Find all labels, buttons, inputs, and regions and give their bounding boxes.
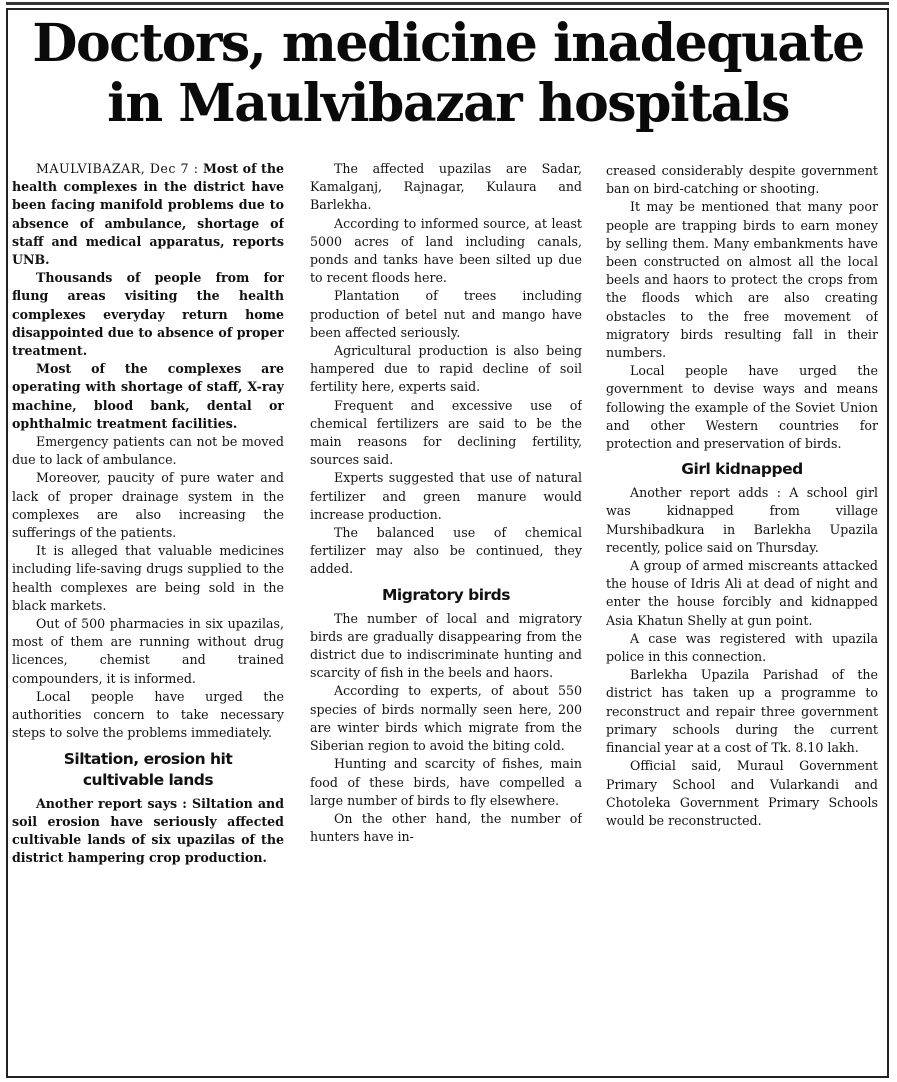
column-3: [606, 162, 878, 1077]
paragraph: Official said, Muraul Government Primary School and Vularkandi and Chotoleka Government Primary Schools would be reconstructed.: [606, 758, 878, 828]
paragraph: Agricultural production is also being hampered due to rapid decline of soil fertility here, experts said.: [310, 343, 582, 395]
paragraph: A group of armed miscreants attacked the house of Idris Ali at dead of night and enter the house forcibly and kidnapped Asia Khatun Shelly at gun point.: [606, 558, 878, 628]
headline-line-2: in Maulvibazar hospitals: [107, 73, 789, 134]
paragraph: Local people have urged the government to devise ways and means following the example of the Soviet Union and other Western countries for protection and preservation of birds.: [606, 363, 878, 452]
paragraph: Experts suggested that use of natural fertilizer and green manure would increase production.: [310, 470, 582, 522]
subhead-siltation: [12, 749, 284, 791]
paragraph: A case was registered with upazila police in this connection.: [606, 630, 878, 665]
paragraph: Another report says : Siltation and soil erosion have seriously affected cultivable lands of six upazilas of the district hampering crop production.: [12, 795, 284, 866]
paragraph: On the other hand, the number of hunters have in-: [310, 810, 582, 845]
paragraph: According to informed source, at least 5000 acres of land including canals, ponds and tanks have been silted up due to recent floods here.: [310, 215, 582, 286]
paragraph: The balanced use of chemical fertilizer may also be continued, they added.: [310, 525, 582, 577]
subhead-siltation-line-1: Siltation, erosion hit: [63, 749, 233, 768]
paragraph: Thousands of people from for flung areas visiting the health complexes everyday return home disappointed due to absence of proper treatment.: [12, 270, 284, 359]
dateline: MAULVIBAZAR, Dec 7 :: [36, 161, 199, 176]
paragraph: Frequent and excessive use of chemical fertilizers are said to be the main reasons for declining fertility, sources said.: [310, 397, 582, 468]
subhead-migratory-birds: Migratory birds: [381, 585, 510, 604]
headline: [14, 14, 882, 134]
paragraph-continuation: creased considerably despite government ban on bird-catching or shooting.: [606, 163, 878, 197]
paragraph: The number of local and migratory birds are gradually disappearing from the district due to indiscriminate hunting and scarcity of fish in the beels and haors.: [310, 610, 582, 681]
paragraph: According to experts, of about 550 species of birds normally seen here, 200 are winter birds which migrate from the Siberian region to avoid the biting cold.: [310, 683, 582, 754]
column-1: [12, 160, 284, 1075]
paragraph: The affected upazilas are Sadar, Kamalganj, Rajnagar, Kulaura and Barlekha.: [310, 161, 582, 213]
paragraph: It may be mentioned that many poor people are trapping birds to earn money by selling them. Many embankments have been constructed on almost all the local beels and haors to protect the crops from the floods which are also creating obstacles to the free movement of migratory birds resulting fall in their numbers.: [606, 199, 878, 361]
paragraph: Moreover, paucity of pure water and lack of proper drainage system in the complexes are also increasing the sufferings of the patients.: [12, 470, 284, 541]
subhead-siltation-line-2: cultivable lands: [82, 770, 214, 789]
paragraph: Local people have urged the authorities concern to take necessary steps to solve the problems immediately.: [12, 688, 284, 741]
lead-paragraph: [12, 160, 284, 269]
lead-text: Most of the health complexes in the district have been facing manifold problems due to absence of ambulance, shortage of staff and medical apparatus, reports UNB.: [12, 161, 284, 268]
subhead-girl-kidnapped: Girl kidnapped: [681, 460, 803, 479]
paragraph: Plantation of trees including production of betel nut and mango have been affected seriously.: [310, 288, 582, 340]
paragraph: Most of the complexes are operating with shortage of staff, X-ray machine, blood bank, dental or ophthalmic treatment facilities.: [12, 361, 284, 431]
paragraph: Out of 500 pharmacies in six upazilas, most of them are running without drug licences, chemist and trained compounders, it is informed.: [12, 616, 284, 686]
headline-line-1: Doctors, medicine inadequate: [32, 13, 864, 74]
paragraph: Emergency patients can not be moved due to lack of ambulance.: [12, 434, 284, 468]
paragraph: It is alleged that valuable medicines including life-saving drugs supplied to the health complexes are being sold in the black markets.: [12, 543, 284, 613]
paragraph: Barlekha Upazila Parishad of the district has taken up a programme to reconstruct and repair three government primary schools during the current financial year at a cost of Tk. 8.10 lakh.: [606, 667, 878, 756]
paragraph: Hunting and scarcity of fishes, main food of these birds, have compelled a large number of birds to fly elsewhere.: [310, 756, 582, 808]
paragraph: Another report adds : A school girl was kidnapped from village Murshibadkura in Barlekha Upazila recently, police said on Thursday.: [606, 485, 878, 555]
column-2: [310, 160, 582, 1075]
top-rule: [6, 2, 889, 5]
